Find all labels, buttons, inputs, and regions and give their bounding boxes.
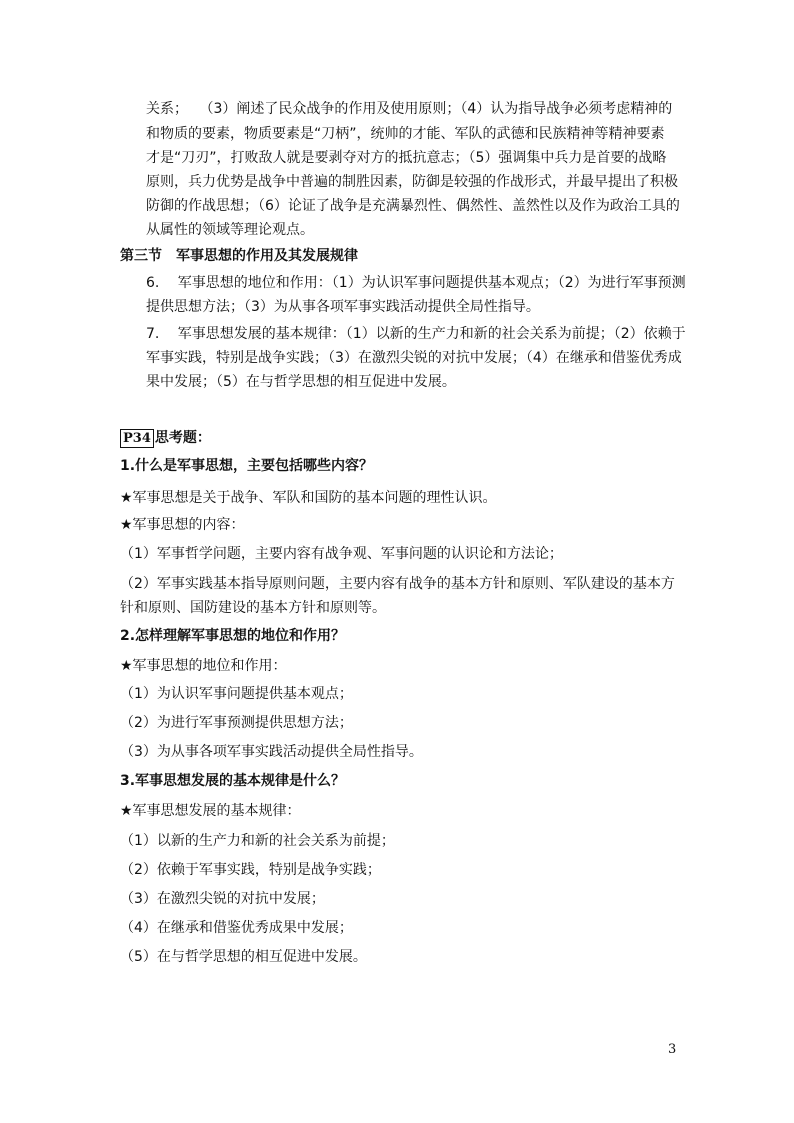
q3-item-2: （2）依赖于军事实践，特别是战争实践； [120,862,381,878]
review-heading-row [120,428,211,448]
q1-item-2-line-1: （2）军事实践基本指导原则问题，主要内容有战争的基本方针和原则、军队建设的基本方 [120,576,675,592]
q1-content-label: ★军事思想的内容： [120,517,245,533]
q1-item-2-line-2: 针和原则、国防建设的基本方针和原则等。 [120,600,386,616]
q2-item-1: （1）为认识军事问题提供基本观点； [120,686,353,702]
point6-line-2: 提供思想方法；（3）为从事各项军事实践活动提供全局性指导。 [146,299,540,315]
intro-line-4: 原则，兵力优势是战争中普遍的制胜因素，防御是较强的作战形式，并最早提出了积极 [146,174,678,190]
q3-item-3: （3）在激烈尖锐的对抗中发展； [120,891,325,907]
section-title: 第三节 军事思想的作用及其发展规律 [120,248,358,264]
q2-label: ★军事思想的地位和作用： [120,658,287,674]
q2-title: 2.怎样理解军事思想的地位和作用？ [120,628,346,644]
intro-line-1: 关系； （3）阐述了民众战争的作用及使用原则；（4）认为指导战争必须考虑精神的 [146,101,673,117]
q3-title: 3.军事思想发展的基本规律是什么？ [120,773,346,789]
q1-definition: ★军事思想是关于战争、军队和国防的基本问题的理性认识。 [120,490,497,506]
q2-item-2: （2）为进行军事预测提供思想方法； [120,715,353,731]
q2-item-3: （3）为从事各项军事实践活动提供全局性指导。 [120,744,423,760]
q3-item-4: （4）在继承和借鉴优秀成果中发展； [120,920,353,936]
intro-line-3: 才是“刀刃”，打败敌人就是要剥夺对方的抵抗意志；（5）强调集中兵力是首要的战略 [146,150,667,166]
q1-title: 1.什么是军事思想，主要包括哪些内容？ [120,458,374,474]
point7-line-3: 果中发展；（5）在与哲学思想的相互促进中发展。 [146,374,456,390]
point6-line-1: 6. 军事思想的地位和作用：（1）为认识军事问题提供基本观点；（2）为进行军事预测 [146,275,686,291]
point7-line-1: 7. 军事思想发展的基本规律：（1）以新的生产力和新的社会关系为前提；（2）依赖于 [146,326,686,342]
point7-line-2: 军事实践，特别是战争实践；（3）在激烈尖锐的对抗中发展；（4）在继承和借鉴优秀成 [146,350,682,366]
intro-line-6: 从属性的领域等理论观点。 [146,222,314,238]
q1-item-1: （1）军事哲学问题，主要内容有战争观、军事问题的认识论和方法论； [120,546,563,562]
page-number: 3 [668,1042,677,1057]
page-tag-box: P34 [120,429,154,448]
q3-label: ★军事思想发展的基本规律： [120,803,301,819]
intro-line-5: 防御的作战思想；（6）论证了战争是充满暴烈性、偶然性、盖然性以及作为政治工具的 [146,198,680,214]
review-heading: 思考题： [154,430,211,446]
intro-line-2: 和物质的要素，物质要素是“刀柄”，统帅的才能、军队的武德和民族精神等精神要素 [146,126,665,142]
q3-item-1: （1）以新的生产力和新的社会关系为前提； [120,833,395,849]
q3-item-5: （5）在与哲学思想的相互促进中发展。 [120,949,367,965]
